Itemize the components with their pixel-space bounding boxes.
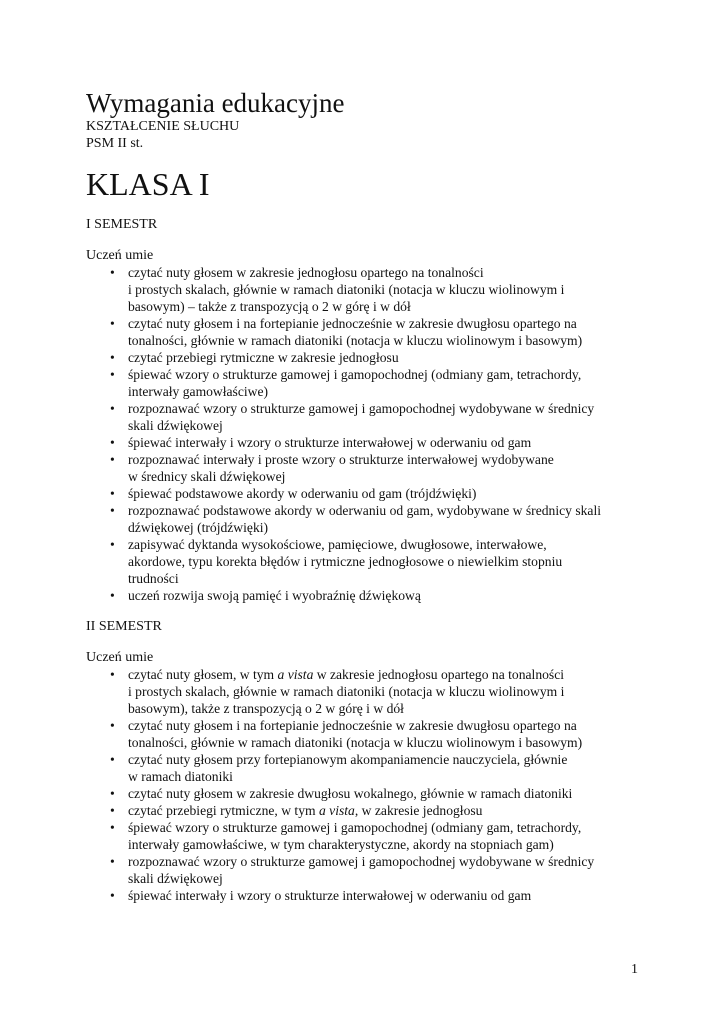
list-item-line: interwały gamowłaściwe, w tym charakterystyczne, akordy na stopniach gam)	[128, 837, 554, 852]
requirements-list	[86, 666, 646, 904]
list-item	[86, 887, 646, 904]
list-item-line: akordowe, typu korekta błędów i rytmiczne jednogłosowe o niewielkim stopniu	[128, 554, 563, 569]
page-number: 1	[631, 962, 638, 977]
bullet-icon: •	[110, 435, 115, 450]
list-item	[86, 485, 646, 502]
list-item	[86, 666, 646, 717]
bullet-icon: •	[110, 786, 115, 801]
list-item-line: w ramach diatoniki	[128, 769, 233, 784]
bullet-icon: •	[110, 537, 115, 552]
list-item-line: zapisywać dyktanda wysokościowe, pamięciowe, dwugłosowe, interwałowe,	[128, 537, 547, 552]
subject-name: KSZTAŁCENIE SŁUCHU	[86, 119, 240, 134]
semester-intro: Uczeń umie	[86, 248, 154, 263]
list-item-line: w średnicy skali dźwiękowej	[128, 469, 286, 484]
bullet-icon: •	[110, 401, 115, 416]
semesters-container	[86, 216, 646, 904]
bullet-icon: •	[110, 820, 115, 835]
list-item-line: basowym), także z transpozycją o 2 w górę i w dół	[128, 701, 404, 716]
semester-section	[86, 618, 646, 904]
list-item	[86, 785, 646, 802]
list-item-line: i prostych skalach, głównie w ramach diatoniki (notacja w kluczu wiolinowym i	[128, 684, 565, 699]
bullet-icon: •	[110, 452, 115, 467]
list-item-line: rozpoznawać wzory o strukturze gamowej i gamopochodnej wydobywane w średnicy	[128, 854, 595, 869]
bullet-icon: •	[110, 803, 115, 818]
list-item-line: uczeń rozwija swoją pamięć i wyobraźnię dźwiękową	[128, 588, 421, 603]
list-item	[86, 400, 646, 434]
list-item-line: czytać nuty głosem w zakresie dwugłosu wokalnego, głównie w ramach diatoniki	[128, 786, 573, 801]
requirements-list	[86, 264, 646, 604]
list-item-line: interwały gamowłaściwe)	[128, 384, 269, 399]
list-item	[86, 587, 646, 604]
list-item	[86, 536, 646, 587]
list-item-line: rozpoznawać podstawowe akordy w oderwaniu od gam, wydobywane w średnicy skali	[128, 503, 602, 518]
list-item-line: skali dźwiękowej	[128, 418, 223, 433]
list-item-line: czytać nuty głosem i na fortepianie jednocześnie w zakresie dwugłosu opartego na	[128, 718, 577, 733]
list-item-line: czytać przebiegi rytmiczne, w tym a vista, w zakresie jednogłosu	[128, 803, 483, 818]
list-item	[86, 717, 646, 751]
bullet-icon: •	[110, 588, 115, 603]
list-item-line: śpiewać interwały i wzory o strukturze interwałowej w oderwaniu od gam	[128, 435, 532, 450]
bullet-icon: •	[110, 667, 115, 682]
list-item-line: czytać nuty głosem, w tym a vista w zakresie jednogłosu opartego na tonalności	[128, 667, 565, 682]
list-item-line: tonalności, głównie w ramach diatoniki (notacja w kluczu wiolinowym i basowym)	[128, 333, 583, 348]
document-title: Wymagania edukacyjne	[86, 88, 345, 118]
class-title: KLASA I	[86, 166, 210, 202]
list-item	[86, 264, 646, 315]
list-item-line: czytać przebiegi rytmiczne w zakresie jednogłosu	[128, 350, 399, 365]
list-item	[86, 451, 646, 485]
list-item-line: skali dźwiękowej	[128, 871, 223, 886]
list-item	[86, 751, 646, 785]
list-item	[86, 366, 646, 400]
bullet-icon: •	[110, 265, 115, 280]
bullet-icon: •	[110, 752, 115, 767]
list-item-line: i prostych skalach, głównie w ramach diatoniki (notacja w kluczu wiolinowym i	[128, 282, 565, 297]
list-item	[86, 819, 646, 853]
bullet-icon: •	[110, 503, 115, 518]
bullet-icon: •	[110, 888, 115, 903]
list-item	[86, 502, 646, 536]
list-item-line: śpiewać podstawowe akordy w oderwaniu od gam (trójdźwięki)	[128, 486, 477, 501]
list-item-line: trudności	[128, 571, 179, 586]
bullet-icon: •	[110, 350, 115, 365]
semester-section	[86, 216, 646, 604]
list-item-line: basowym) – także z transpozycją o 2 w górę i w dół	[128, 299, 411, 314]
list-item-line: śpiewać wzory o strukturze gamowej i gamopochodnej (odmiany gam, tetrachordy,	[128, 367, 582, 382]
semester-heading: II SEMESTR	[86, 619, 162, 634]
list-item-line: rozpoznawać interwały i proste wzory o strukturze interwałowej wydobywane	[128, 452, 554, 467]
list-item	[86, 434, 646, 451]
bullet-icon: •	[110, 316, 115, 331]
semester-intro: Uczeń umie	[86, 650, 154, 665]
list-item-line: czytać nuty głosem i na fortepianie jednocześnie w zakresie dwugłosu opartego na	[128, 316, 577, 331]
bullet-icon: •	[110, 486, 115, 501]
school-name: PSM II st.	[86, 136, 144, 151]
list-item	[86, 315, 646, 349]
list-item	[86, 349, 646, 366]
page-content	[86, 88, 646, 904]
list-item-line: tonalności, głównie w ramach diatoniki (notacja w kluczu wiolinowym i basowym)	[128, 735, 583, 750]
list-item-line: czytać nuty głosem w zakresie jednogłosu opartego na tonalności	[128, 265, 484, 280]
list-item-line: dźwiękowej (trójdźwięki)	[128, 520, 269, 535]
list-item-line: śpiewać interwały i wzory o strukturze interwałowej w oderwaniu od gam	[128, 888, 532, 903]
list-item-line: czytać nuty głosem przy fortepianowym akompaniamencie nauczyciela, głównie	[128, 752, 568, 767]
list-item-line: rozpoznawać wzory o strukturze gamowej i gamopochodnej wydobywane w średnicy	[128, 401, 595, 416]
bullet-icon: •	[110, 367, 115, 382]
bullet-icon: •	[110, 718, 115, 733]
list-item	[86, 853, 646, 887]
list-item	[86, 802, 646, 819]
bullet-icon: •	[110, 854, 115, 869]
semester-heading: I SEMESTR	[86, 217, 158, 232]
list-item-line: śpiewać wzory o strukturze gamowej i gamopochodnej (odmiany gam, tetrachordy,	[128, 820, 582, 835]
